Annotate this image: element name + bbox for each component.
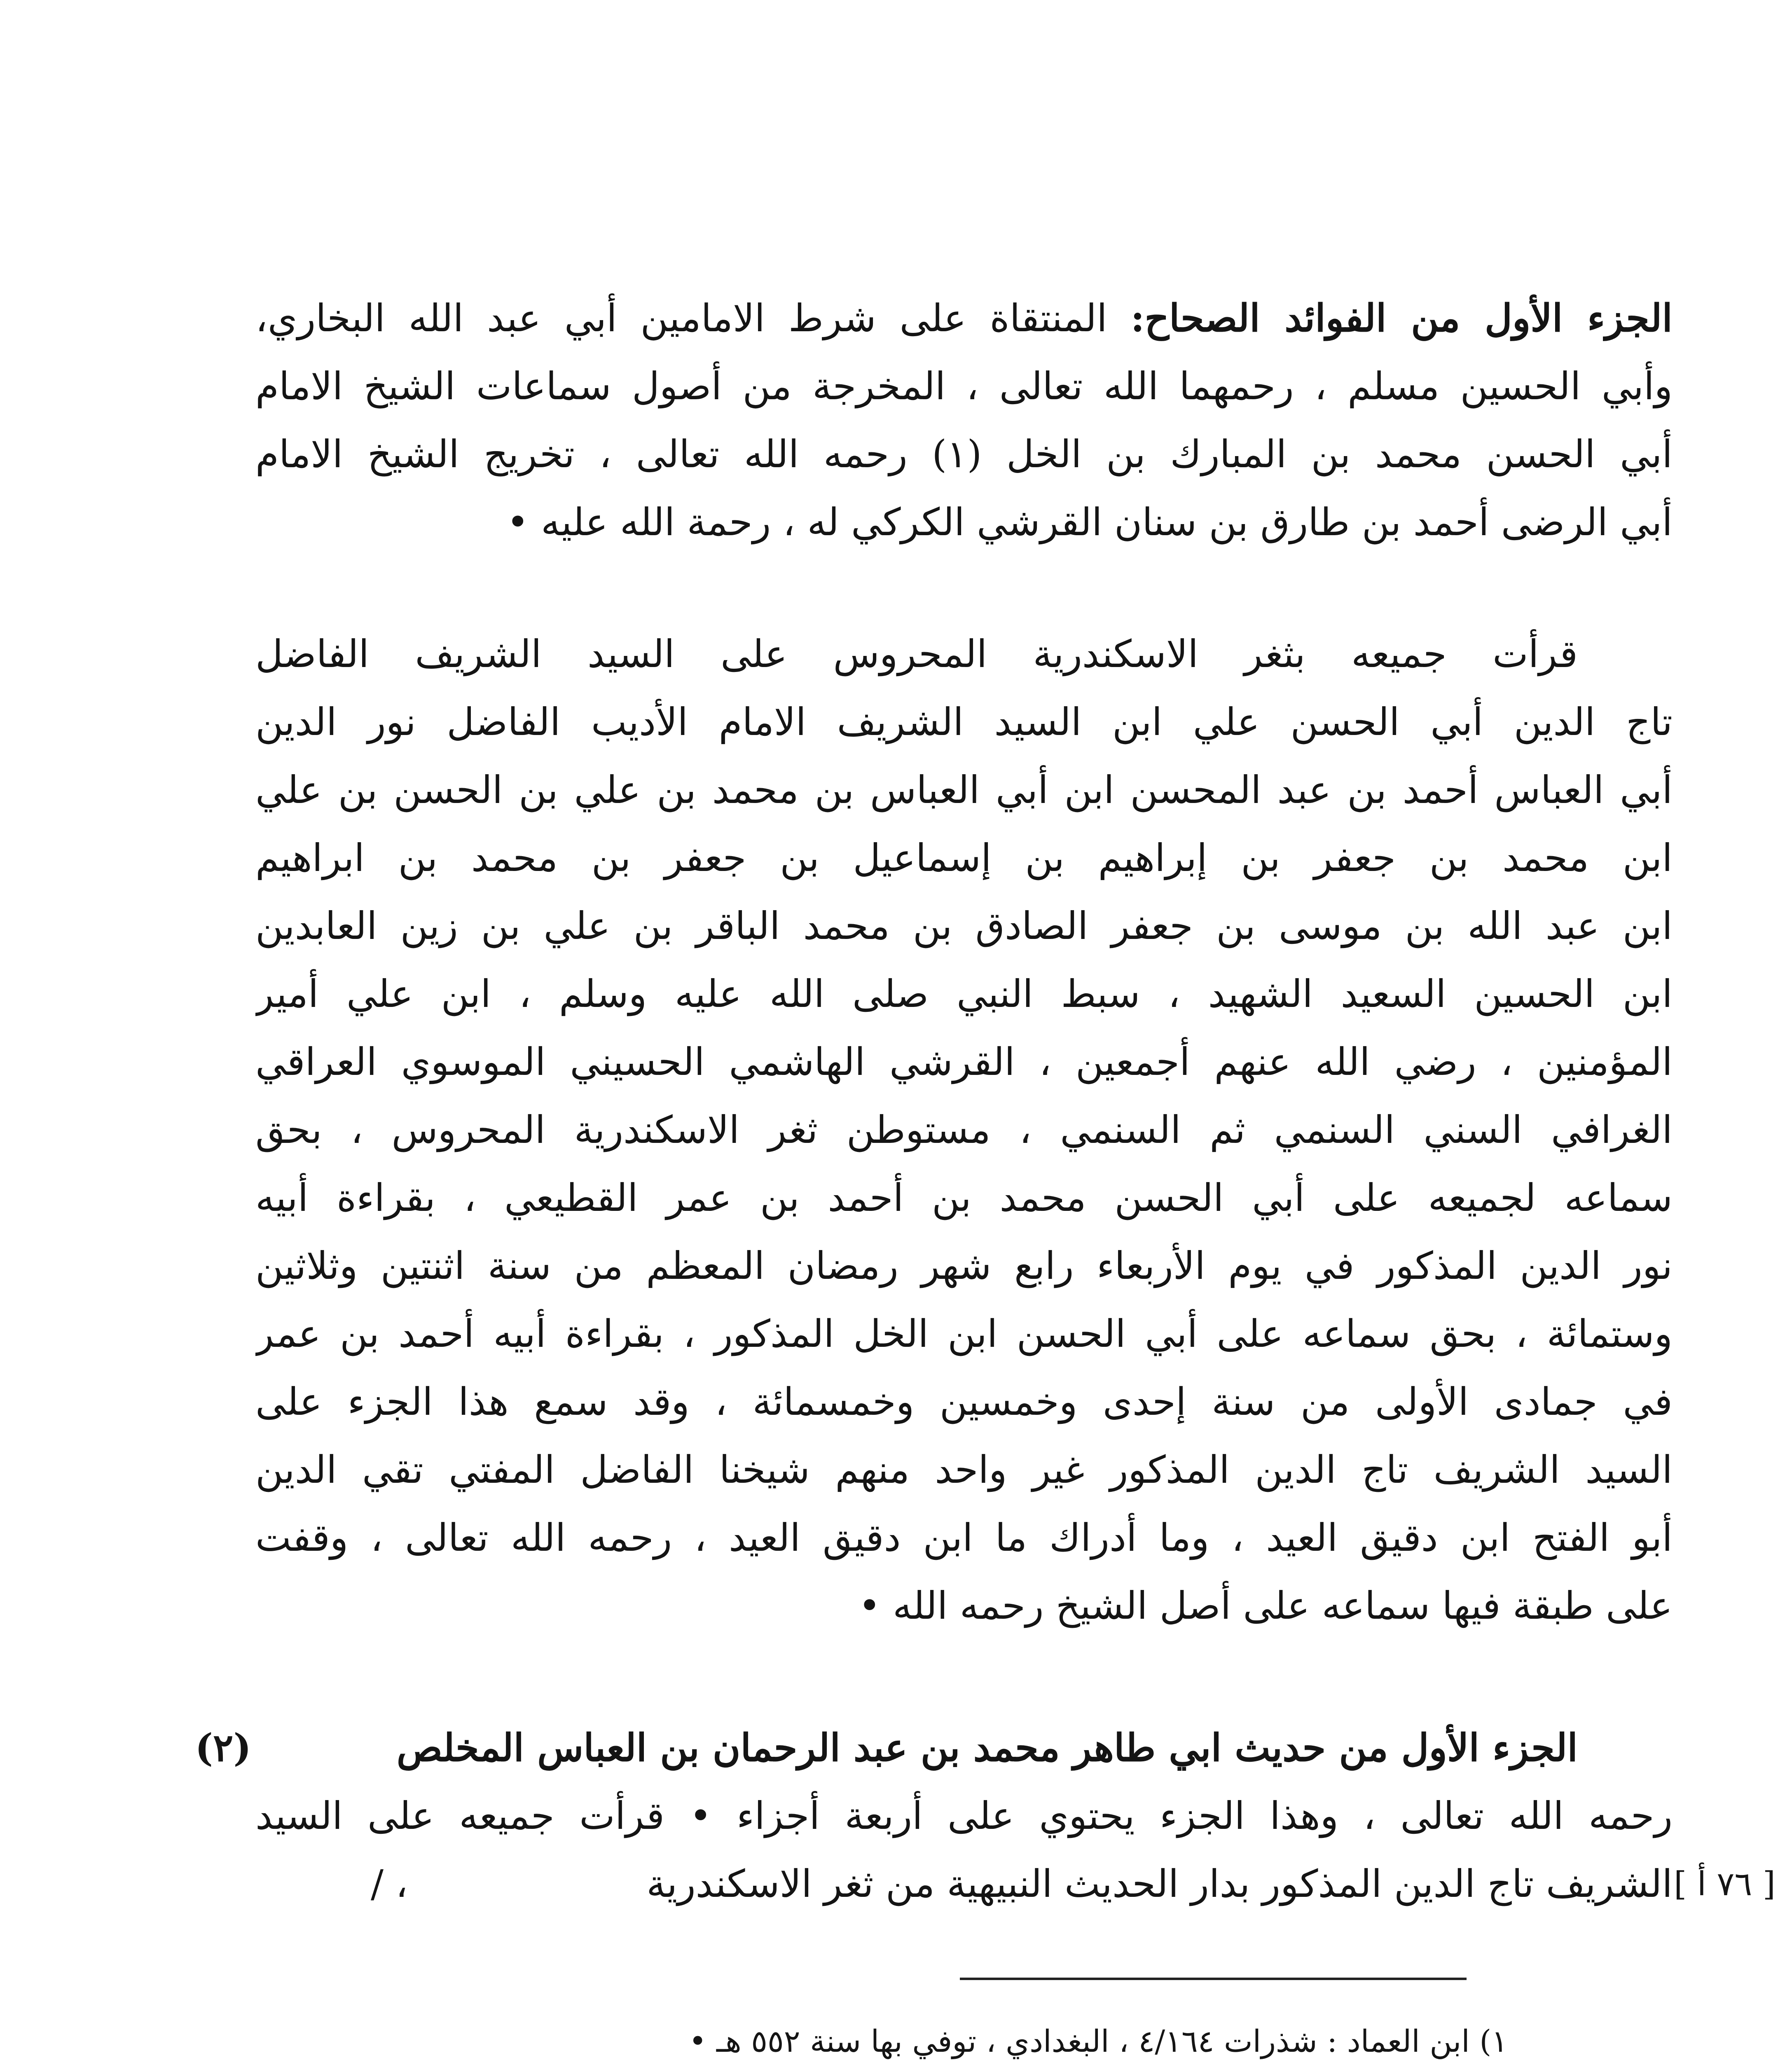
footnote-divider xyxy=(960,1978,1467,1980)
entry-2 xyxy=(255,620,1673,1640)
entry-2-line-5: ابن عبد الله بن موسى بن جعفر الصادق بن محمد الباقر بن علي بن زين العابدين xyxy=(255,904,1673,948)
entry-1-line-1 xyxy=(255,284,1673,352)
entry-2-line-14: أبو الفتح ابن دقيق العيد ، وما أدراك ما ابن دقيق العيد ، رحمه الله تعالى ، وقفت xyxy=(255,1516,1673,1560)
entry-3-number: (٢) xyxy=(195,1725,251,1770)
entry-3 xyxy=(255,1714,1673,1918)
entry-3-line-3: الشريف تاج الدين المذكور بدار الحديث النبيهية من ثغر الاسكندرية xyxy=(646,1862,1673,1906)
entry-2-line-3: أبي العباس أحمد بن عبد المحسن ابن أبي العباس بن محمد بن علي بن الحسن بن علي xyxy=(255,768,1673,812)
folio-slash: / ، xyxy=(371,1862,408,1906)
entry-3-line-2: رحمه الله تعالى ، وهذا الجزء يحتوي على أربعة أجزاء • قرأت جميعه على السيد xyxy=(255,1794,1673,1838)
entry-2-line-7: المؤمنين ، رضي الله عنهم أجمعين ، القرشي الهاشمي الحسيني الموسوي العراقي xyxy=(255,1040,1673,1084)
entry-2-line-11: وستمائة ، بحق سماعه على أبي الحسن ابن الخل المذكور ، بقراءة أبيه أحمد بن عمر xyxy=(255,1312,1673,1356)
footnote-1: ١) ابن العماد : شذرات ٤/١٦٤ ، البغدادي ، توفي بها سنة ٥٥٢ هـ • xyxy=(688,2024,1508,2059)
entry-1-heading: الجزء الأول من الفوائد الصحاح: xyxy=(1130,296,1673,340)
entry-1-line-3: أبي الحسن محمد بن المبارك بن الخل (١) رحمه الله تعالى ، تخريج الشيخ الامام xyxy=(255,432,1673,476)
entry-3-heading: الجزء الأول من حديث ابي طاهر محمد بن عبد الرحمان بن العباس المخلص xyxy=(396,1725,1578,1770)
entry-2-line-8: الغرافي السني السنمي ثم السنمي ، مستوطن ثغر الاسكندرية المحروس ، بحق xyxy=(255,1108,1673,1152)
entry-2-line-10: نور الدين المذكور في يوم الأربعاء رابع شهر رمضان المعظم من سنة اثنتين وثلاثين xyxy=(255,1244,1673,1288)
entry-2-line-1: قرأت جميعه بثغر الاسكندرية المحروس على السيد الشريف الفاضل xyxy=(255,632,1578,676)
entry-1-line-1-rest: المنتقاة على شرط الامامين أبي عبد الله البخاري، xyxy=(255,296,1107,340)
entry-2-line-13: السيد الشريف تاج الدين المذكور غير واحد منهم شيخنا الفاضل المفتي تقي الدين xyxy=(255,1448,1673,1492)
entry-2-line-4: ابن محمد بن جعفر بن إبراهيم بن إسماعيل بن جعفر بن محمد بن ابراهيم xyxy=(255,836,1673,880)
entry-1-line-4: أبي الرضى أحمد بن طارق بن سنان القرشي الكركي له ، رحمة الله عليه • xyxy=(506,500,1673,544)
entry-2-line-6: ابن الحسين السعيد الشهيد ، سبط النبي صلى الله عليه وسلم ، ابن علي أمير xyxy=(255,972,1673,1016)
entry-1-line-2: وأبي الحسين مسلم ، رحمهما الله تعالى ، المخرجة من أصول سماعات الشيخ الامام xyxy=(255,364,1673,408)
manuscript-folio-marker: [ ٧٦ أ ] xyxy=(1674,1865,1776,1903)
footnotes xyxy=(412,2011,1508,2060)
entry-2-line-9: سماعه لجميعه على أبي الحسن محمد بن أحمد بن عمر القطيعي ، بقراءة أبيه xyxy=(255,1176,1673,1220)
entry-2-line-12: في جمادى الأولى من سنة إحدى وخمسين وخمسمائة ، وقد سمع هذا الجزء على xyxy=(255,1380,1673,1424)
entry-3-heading-line xyxy=(255,1714,1673,1782)
entry-2-line-15: على طبقة فيها سماعه على أصل الشيخ رحمه الله • xyxy=(858,1584,1673,1628)
entry-1 xyxy=(255,284,1673,556)
entry-2-line-2: تاج الدين أبي الحسن علي ابن السيد الشريف الامام الأديب الفاضل نور الدين xyxy=(255,700,1673,744)
